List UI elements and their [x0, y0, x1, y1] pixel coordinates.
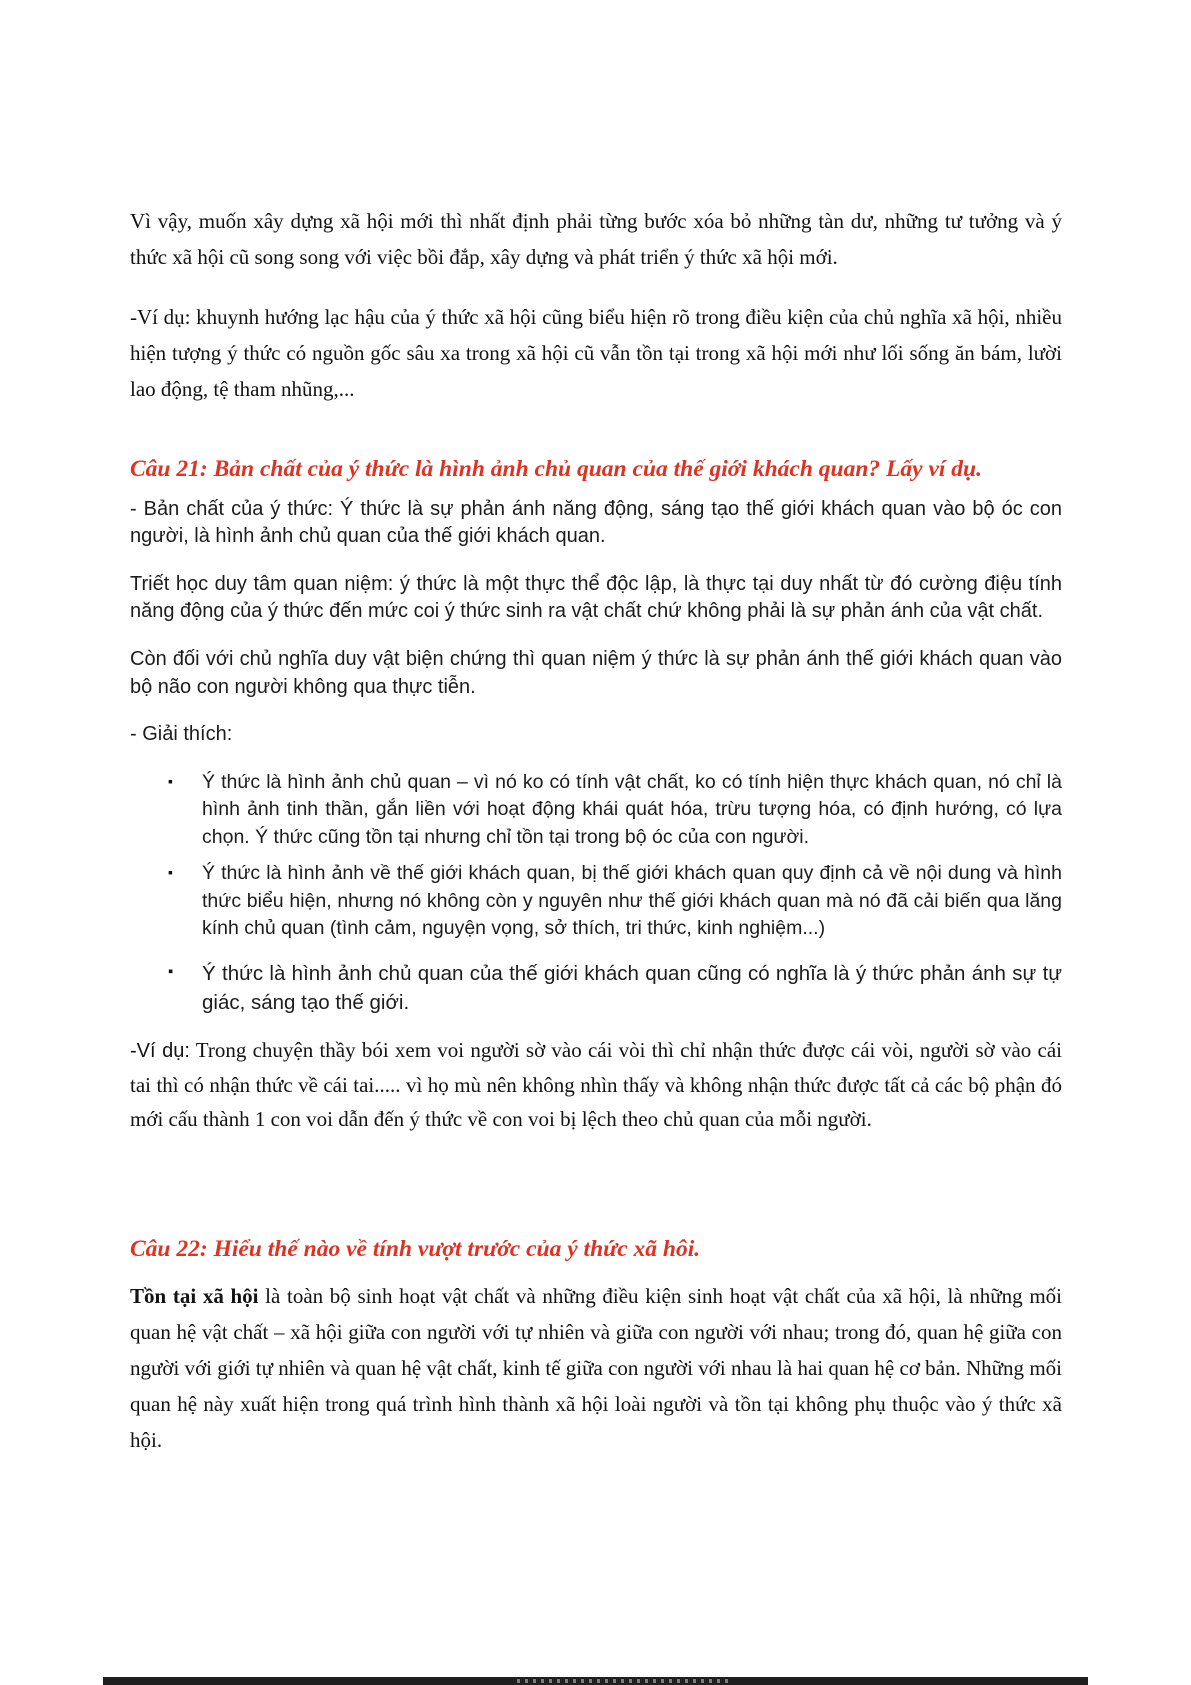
q21-explain-label: - Giải thích:	[130, 723, 233, 746]
list-item	[168, 769, 1062, 852]
intro-paragraph-2: -Ví dụ: khuynh hướng lạc hậu của ý thức xã hội cũng biểu hiện rõ trong điều kiện của chủ nghĩa xã hội, nhiều hiện tượng ý thức có nguồn gốc sâu xa trong xã hội cũ vẫn tồn tại trong xã hội mới như lối sống ăn bám, lười lao động, tệ tham nhũng,...	[130, 305, 1062, 402]
intro-paragraph-1: Vì vậy, muốn xây dựng xã hội mới thì nhất định phải từng bước xóa bỏ những tàn dư, những tư tưởng và ý thức xã hội cũ song song với việc bồi đắp, xây dựng và phát triển ý thức xã hội mới.	[130, 209, 1062, 270]
q21-bullet-list	[130, 769, 1062, 1017]
square-bullet-icon: ▪	[168, 963, 174, 980]
bottom-bar-text-fragment	[517, 1679, 734, 1683]
q21-paragraph-3: Còn đối với chủ nghĩa duy vật biện chứng thì quan niệm ý thức là sự phản ánh thế giới khách quan vào bộ não con người không qua thực tiễn.	[130, 647, 1062, 698]
list-item	[168, 860, 1062, 943]
bullet-text-3: Ý thức là hình ảnh chủ quan của thế giới khách quan cũng có nghĩa là ý thức phản ánh sự tự giác, sáng tạo thế giới.	[202, 961, 1062, 1014]
q21-paragraph-1: - Bản chất của ý thức: Ý thức là sự phản ánh năng động, sáng tạo thế giới khách quan vào bộ óc con người, là hình ảnh chủ quan của thế giới khách quan.	[130, 497, 1062, 548]
square-bullet-icon: ▪	[168, 863, 173, 880]
document-content	[130, 203, 1062, 1482]
q21-paragraph-2: Triết học duy tâm quan niệm: ý thức là một thực thể độc lập, là thực tại duy nhất từ đó cường điệu tính năng động của ý thức đến mức coi ý thức sinh ra vật chất chứ không phải là sự phản ánh của vật chất.	[130, 572, 1062, 623]
list-item	[168, 959, 1062, 1017]
bottom-bar	[103, 1677, 1088, 1685]
example-label: -Ví dụ:	[130, 1040, 190, 1063]
q22-bold-lead: Tồn tại xã hội	[130, 1283, 259, 1308]
q21-example-paragraph	[130, 1033, 1062, 1135]
question-21-heading: Câu 21: Bản chất của ý thức là hình ảnh chủ quan của thế giới khách quan? Lấy ví dụ.	[130, 455, 982, 482]
example-text: Trong chuyện thầy bói xem voi người sờ vào cái vòi thì chỉ nhận thức được cái vòi, người sờ vào cái tai thì có nhận thức về cái tai..... vì họ mù nên không nhìn thấy và không nhận thức được tất cả các bộ phận đó mới cấu thành 1 con voi dẫn đến ý thức về con voi bị lệch theo chủ quan của mỗi người.	[130, 1038, 1063, 1131]
square-bullet-icon: ▪	[168, 772, 173, 789]
q22-paragraph-1	[130, 1278, 1062, 1459]
q22-paragraph-rest: là toàn bộ sinh hoạt vật chất và những điều kiện sinh hoạt vật chất của xã hội, là những mối quan hệ vật chất – xã hội giữa con người với tự nhiên và giữa con người với nhau; trong đó, quan hệ giữa con người với giới tự nhiên và quan hệ vật chất, kinh tế giữa con người với nhau là hai quan hệ cơ bản. Những mối quan hệ này xuất hiện trong quá trình hình thành xã hội loài người và tồn tại không phụ thuộc vào ý thức xã hội.	[130, 1283, 1063, 1453]
bullet-text-2: Ý thức là hình ảnh về thế giới khách quan, bị thế giới khách quan quy định cả về nội dung và hình thức biểu hiện, nhưng nó không còn y nguyên như thế giới khách quan mà nó đã cải biến qua lăng kính chủ quan (tình cảm, nguyện vọng, sở thích, tri thức, kinh nghiệm...)	[202, 861, 1062, 940]
bullet-text-1: Ý thức là hình ảnh chủ quan – vì nó ko có tính vật chất, ko có tính hiện thực khách quan, nó chỉ là hình ảnh tinh thần, gắn liền với hoạt động khái quát hóa, trừu tượng hóa, có định hướng, có lựa chọn. Ý thức cũng tồn tại nhưng chỉ tồn tại trong bộ óc của con người.	[202, 770, 1062, 849]
question-22-heading: Câu 22: Hiểu thế nào về tính vượt trước của ý thức xã hôi.	[130, 1235, 701, 1262]
